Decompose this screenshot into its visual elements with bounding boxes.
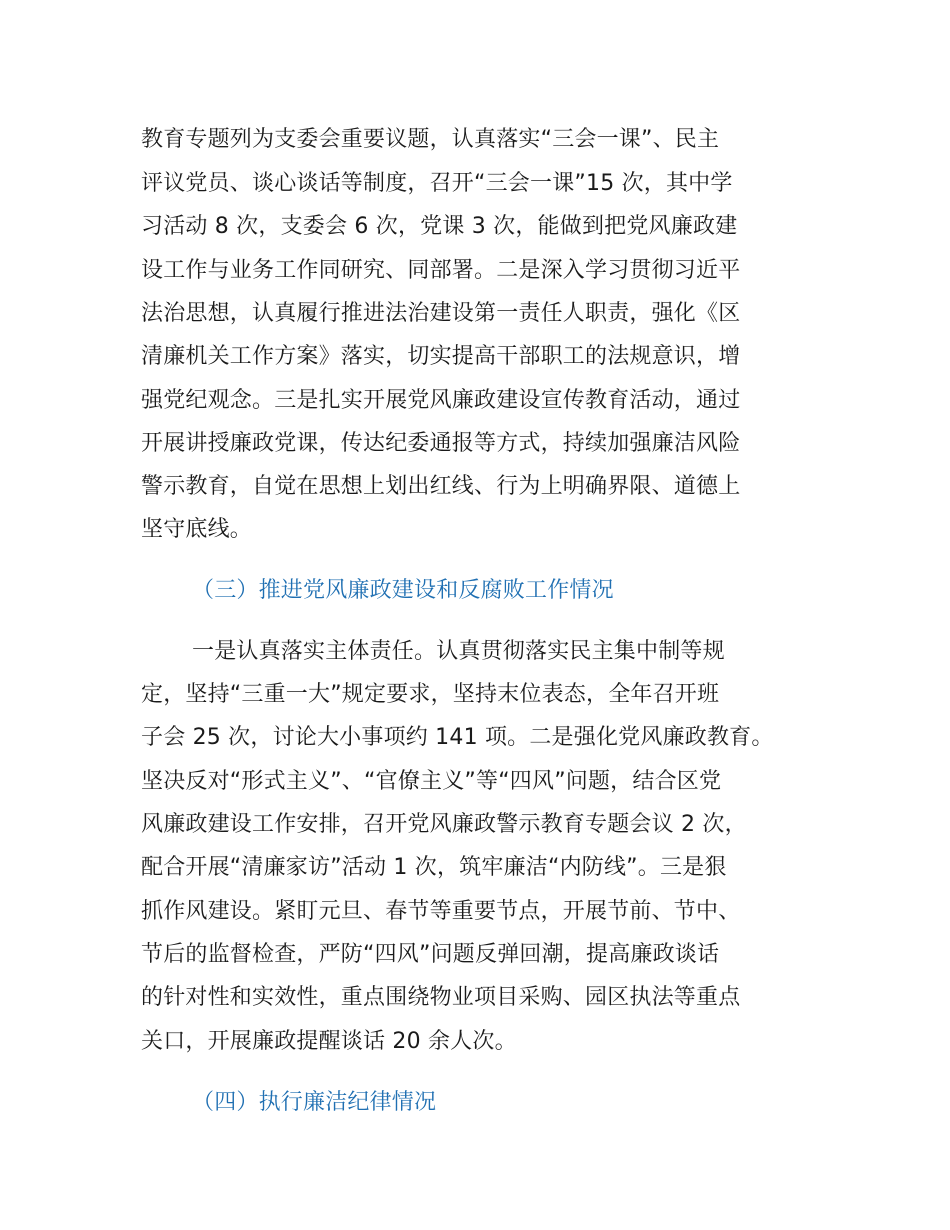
paragraph-1-line: 坚守底线。 [141, 517, 253, 542]
paragraph-1-line: 清廉机关工作方案》落实，切实提高干部职工的法规意识，增 [141, 344, 741, 369]
paragraph-2-line: 节后的监督检查，严防“四风”问题反弹回潮，提高廉政谈话 [141, 942, 720, 967]
paragraph-2-line: 配合开展“清廉家访”活动 1 次，筑牢廉洁“内防线”。三是狠 [141, 855, 727, 880]
paragraph-2-line: 一是认真落实主体责任。认真贯彻落实民主集中制等规 [192, 639, 725, 664]
paragraph-1-line: 教育专题列为支委会重要议题，认真落实“三会一课”、民主 [141, 127, 720, 152]
paragraph-1-line: 评议党员、谈心谈话等制度，召开“三会一课”15 次，其中学 [141, 171, 733, 196]
paragraph-2-line: 子会 25 次，讨论大小事项约 141 项。二是强化党风廉政教育。 [141, 725, 774, 750]
paragraph-1-line: 法治思想，认真履行推进法治建设第一责任人职责，强化《区 [141, 301, 741, 326]
paragraph-1-line: 习活动 8 次，支委会 6 次，党课 3 次，能做到把党风廉政建 [141, 214, 738, 239]
paragraph-1-line: 强党纪观念。三是扎实开展党风廉政建设宣传教育活动，通过 [141, 388, 741, 413]
paragraph-2-line: 的针对性和实效性，重点围绕物业项目采购、园区执法等重点 [141, 985, 741, 1010]
paragraph-1-line: 开展讲授廉政党课，传达纪委通报等方式，持续加强廉洁风险 [141, 431, 741, 456]
section-heading-4: （四）执行廉洁纪律情况 [192, 1090, 437, 1115]
paragraph-2-line: 关口，开展廉政提醒谈话 20 余人次。 [141, 1029, 517, 1054]
paragraph-1-line: 警示教育，自觉在思想上划出红线、行为上明确界限、道德上 [141, 474, 741, 499]
paragraph-2-line: 抓作风建设。紧盯元旦、春节等重要节点，开展节前、节中、 [141, 899, 741, 924]
paragraph-2-line: 定，坚持“三重一大”规定要求，坚持末位表态，全年召开班 [141, 682, 720, 707]
section-heading-3: （三）推进党风廉政建设和反腐败工作情况 [192, 578, 614, 603]
paragraph-1-line: 设工作与业务工作同研究、同部署。二是深入学习贯彻习近平 [141, 258, 741, 283]
paragraph-2-line: 坚决反对“形式主义”、“官僚主义”等“四风”问题，结合区党 [141, 769, 722, 794]
paragraph-2-line: 风廉政建设工作安排，召开党风廉政警示教育专题会议 2 次， [141, 812, 747, 837]
